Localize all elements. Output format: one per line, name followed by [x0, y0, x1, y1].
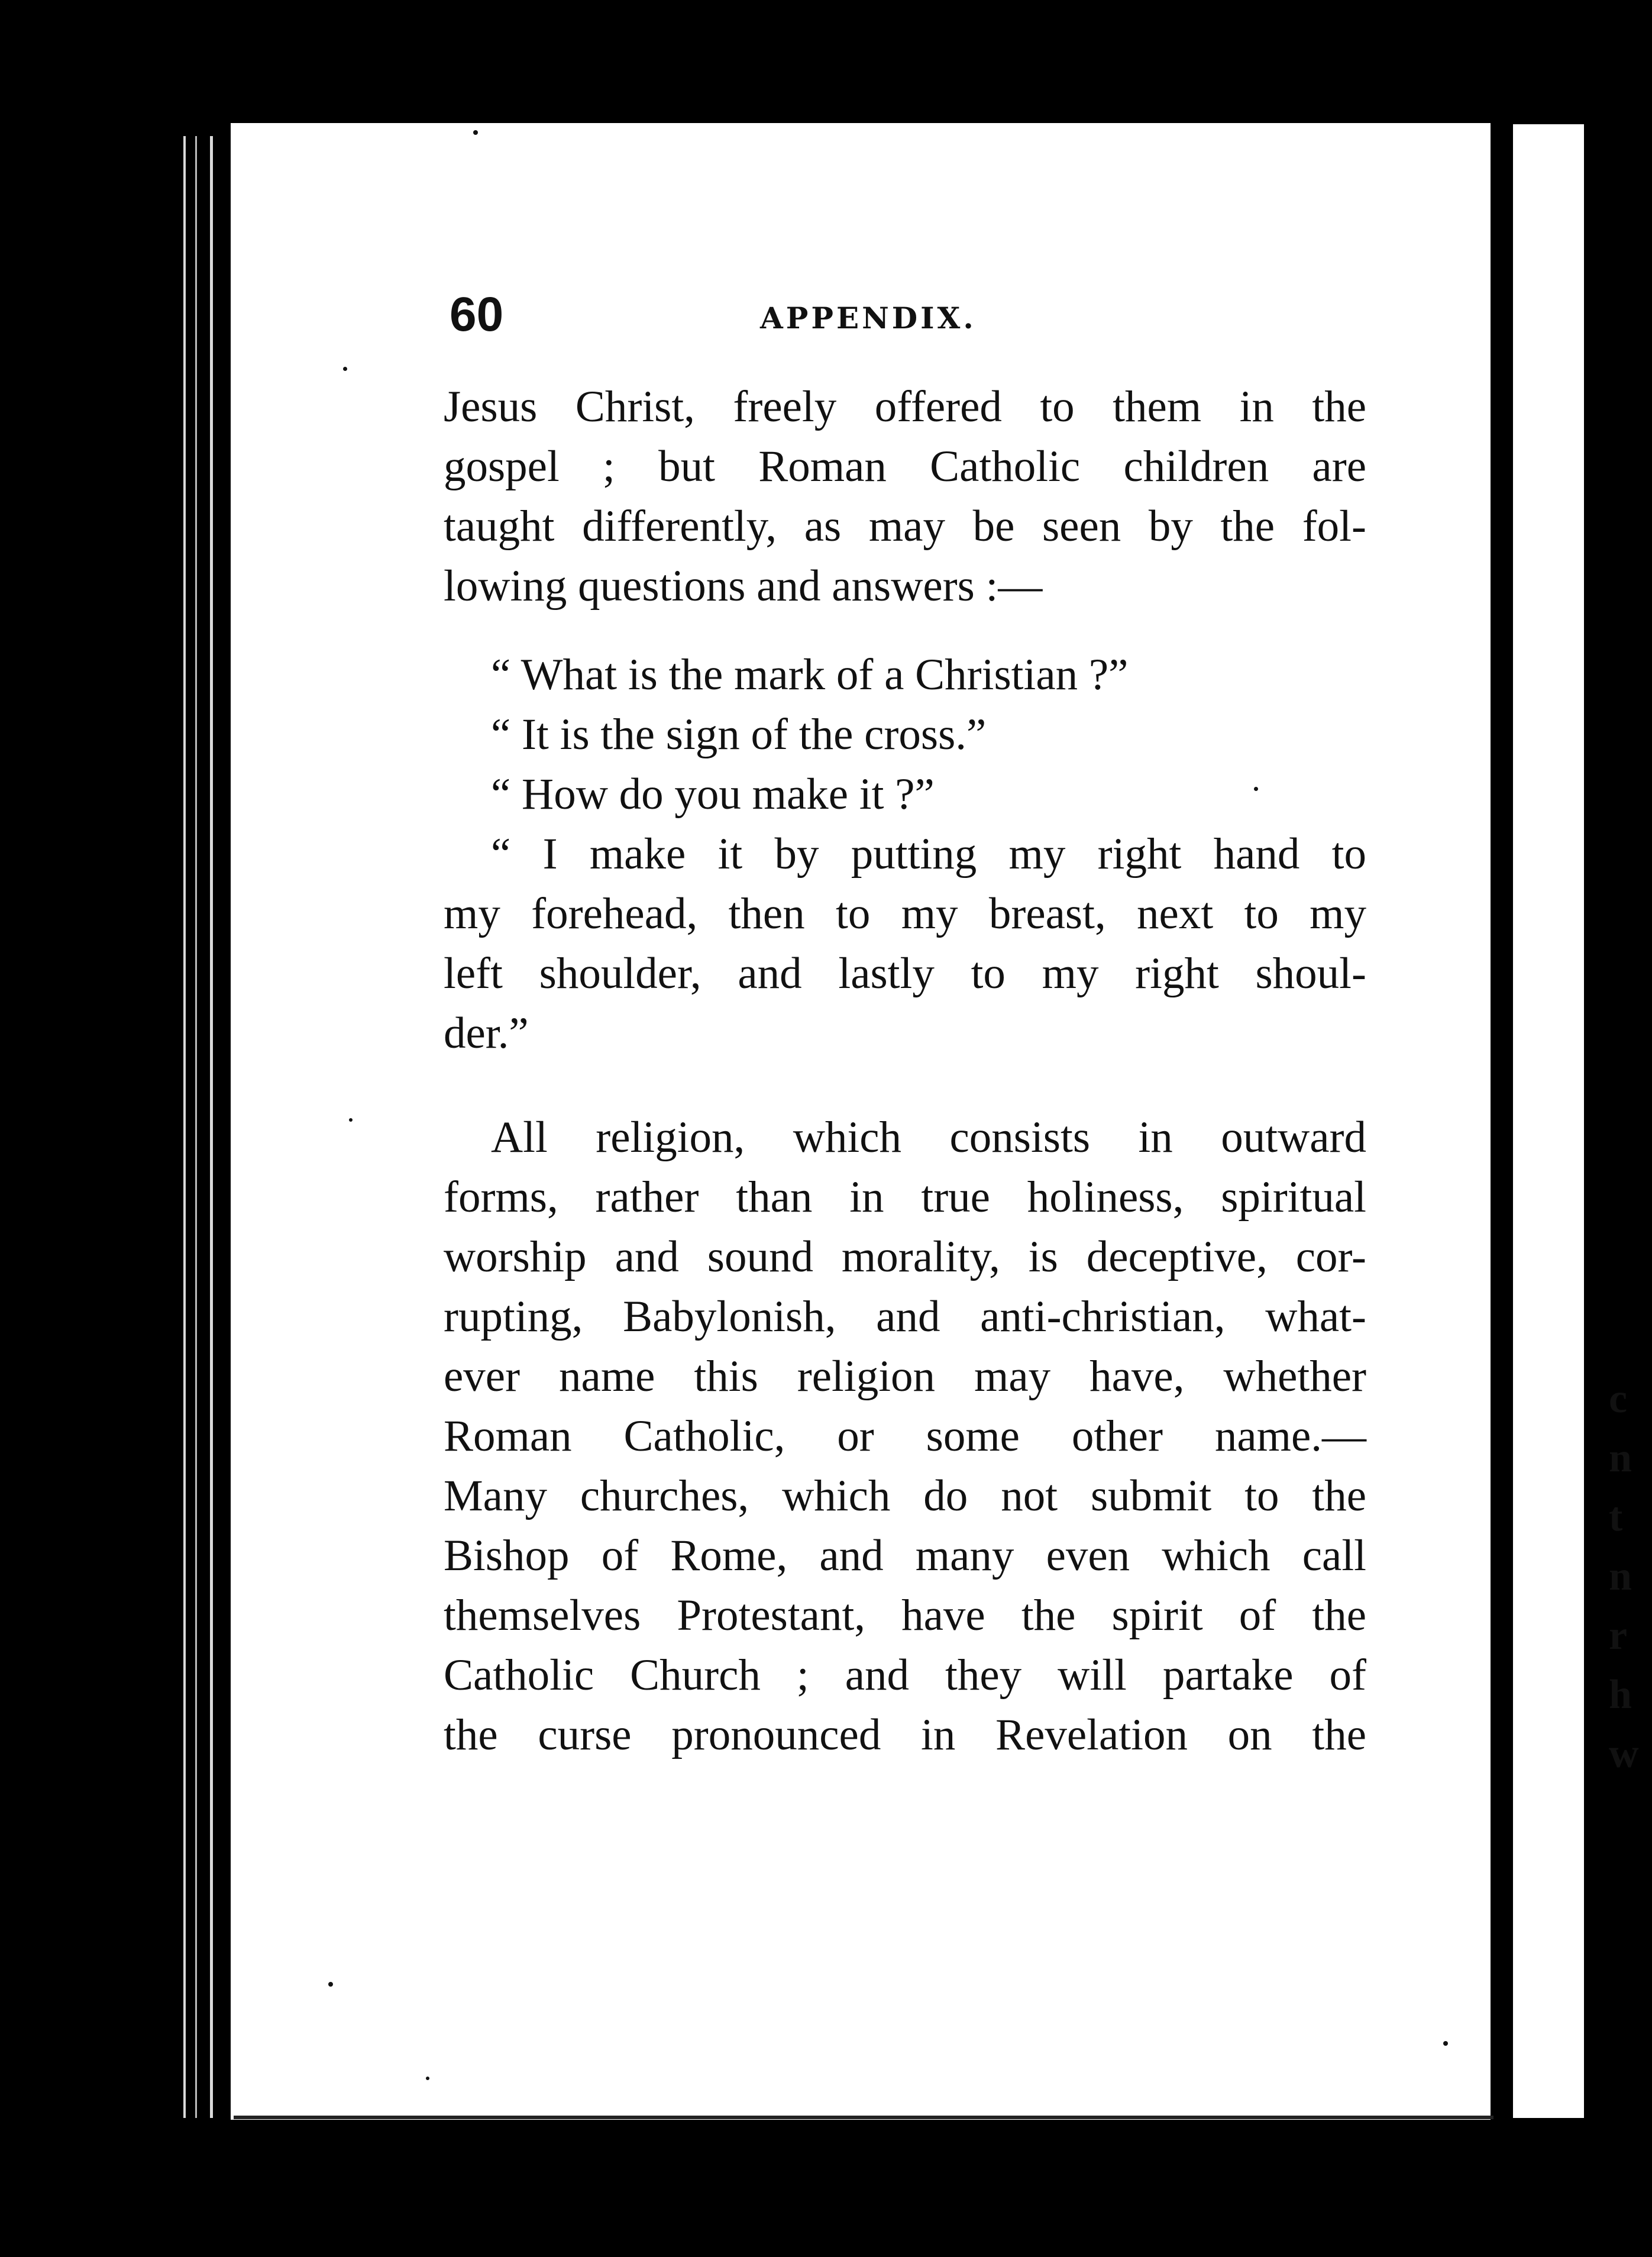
bleed-char: n: [1609, 1554, 1632, 1599]
text-line: Jesus Christ, freely offered to them in the: [444, 382, 1366, 431]
bleed-char: w: [1609, 1731, 1639, 1777]
page-bottom-edge: [234, 2116, 1493, 2119]
text-line: taught differently, as may be seen by the fol-: [444, 502, 1366, 551]
bleed-char: n: [1609, 1435, 1632, 1481]
running-head: APPENDIX.: [760, 301, 977, 335]
text-line: gospel ; but Roman Catholic children are: [444, 442, 1366, 491]
bleed-char: r: [1609, 1613, 1628, 1658]
text-line: forms, rather than in true holiness, spiritual: [444, 1173, 1366, 1222]
answer-line: “ It is the sign of the cross.”: [491, 710, 987, 759]
bleed-char: h: [1609, 1672, 1632, 1717]
text-line: ever name this religion may have, whether: [444, 1352, 1366, 1401]
paragraph-2: [444, 1107, 1366, 1765]
text-line: rupting, Babylonish, and anti-christian, what-: [444, 1292, 1366, 1341]
speck: [473, 130, 478, 135]
book-spine-edge: [177, 136, 231, 2118]
text-line: All religion, which consists in outward: [491, 1113, 1366, 1162]
text-line: themselves Protestant, have the spirit of the: [444, 1591, 1366, 1640]
answer-line: my forehead, then to my breast, next to my: [444, 889, 1366, 938]
bleed-char: c: [1609, 1376, 1628, 1422]
question-line: “ How do you make it ?”: [491, 770, 935, 819]
page-number: 60: [450, 288, 504, 341]
text-line: lowing questions and answers :—: [444, 561, 1043, 611]
text-line: the curse pronounced in Revelation on the: [444, 1710, 1366, 1759]
speck: [328, 1982, 333, 1987]
text-line: Catholic Church ; and they will partake of: [444, 1651, 1366, 1700]
speck: [349, 1118, 353, 1122]
speck: [343, 367, 347, 371]
paragraph-1: [444, 377, 1366, 616]
answer-line: left shoulder, and lastly to my right shoul-: [444, 949, 1366, 998]
speck: [1254, 787, 1258, 791]
text-line: worship and sound morality, is deceptive, cor-: [444, 1232, 1366, 1281]
bleed-char: t: [1609, 1494, 1623, 1540]
catechism-block: [444, 645, 1366, 1063]
text-line: Roman Catholic, or some other name.—: [444, 1412, 1366, 1461]
answer-line: der.”: [444, 1009, 529, 1058]
answer-line: “ I make it by putting my right hand to: [491, 829, 1366, 879]
text-line: Bishop of Rome, and many even which call: [444, 1531, 1366, 1580]
page-header: [450, 285, 1366, 350]
speck: [1443, 2041, 1448, 2046]
speck: [426, 2077, 429, 2080]
facing-page-strip: [1502, 124, 1584, 2118]
question-line: “ What is the mark of a Christian ?”: [491, 650, 1129, 699]
text-line: Many churches, which do not submit to the: [444, 1471, 1366, 1520]
